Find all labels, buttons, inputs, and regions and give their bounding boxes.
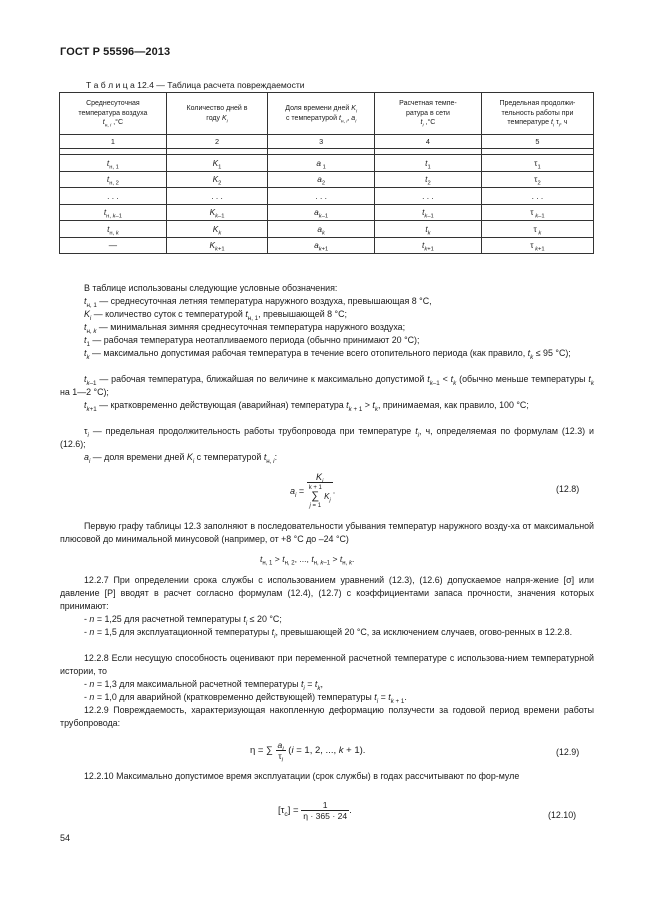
table-cell: $a_k$ bbox=[268, 221, 375, 238]
formula-number: (12.10) bbox=[548, 810, 577, 820]
paragraph-12-2-8: 12.2.8 Если несущую способность оценивают при переменной расчетной температуре с использова-нием температурной истории, то bbox=[60, 653, 594, 677]
paragraph-12-2-7: 12.2.7 При определении срока службы с использованием уравнений (12.3), (12.6) допускаемое напря-жение [σ] или давление [P] вводят в расчет согласно формулам (12.4), (12.7) с коэффициентами запаса прочности, значения которых принимают: bbox=[60, 575, 594, 612]
column-header: Расчетная темпе- ратура в сети $t_i$ ,°C bbox=[375, 93, 482, 135]
column-number-row bbox=[60, 135, 594, 149]
table-cell: . . . bbox=[375, 188, 482, 205]
legend-item: $t_{k-1}$ — рабочая температура, ближайшая по величине к максимально допустимой $t_{k-1} < t_k$ (обычно меньше температуры $t_k$ на 1—2 °С); bbox=[60, 374, 594, 398]
column-header: Количество дней в году $K_i$ bbox=[166, 93, 267, 135]
formula-12-10: $[\tau_с]$ = $\frac{1}{\eta \cdot 365 \cdot 24}$ . bbox=[278, 800, 352, 821]
list-item: - n = 1,25 для расчетной температуры $t_i \le 20$ °С; bbox=[84, 614, 282, 627]
table-cell: . . . bbox=[166, 188, 267, 205]
table-cell: $a_2$ bbox=[268, 171, 375, 188]
table-cell: $a_{k-1}$ bbox=[268, 204, 375, 221]
column-number: 3 bbox=[268, 135, 375, 149]
table-row bbox=[60, 221, 594, 238]
table-cell: . . . bbox=[268, 188, 375, 205]
formula-12-8: $a_i$ = $K_i$ k + 1 ∑ j = 1 $K_j$ . bbox=[290, 472, 336, 509]
legend-item: $t_1$ — рабочая температура неотапливаемого периода (обычно принимают 20 °С); bbox=[84, 335, 420, 348]
table-cell: $t_{н, k-1}$ bbox=[60, 204, 167, 221]
table-cell: $t_1$ bbox=[375, 155, 482, 172]
table-caption: Т а б л и ц а 12.4 — Таблица расчета повреждаемости bbox=[86, 80, 305, 90]
legend-item: $t_{н, k}$ — минимальная зимняя среднесуточная температура наружного воздуха; bbox=[84, 322, 406, 335]
table-cell: . . . bbox=[481, 188, 593, 205]
table-cell: — bbox=[60, 237, 167, 254]
table-cell: a $_1$ bbox=[268, 155, 375, 172]
list-item: - n = 1,0 для аварийной (кратковременно действующей) температуры $t_i = t_{k + 1}$. bbox=[84, 692, 407, 705]
table-cell: $\tau_1$ bbox=[481, 155, 593, 172]
paragraph: Первую графу таблицы 12.3 заполняют в последовательности убывания температур наружного возду-ха от максимальной плюсовой до минимальной минусовой (например, от +8 °С до –24 °С) bbox=[60, 521, 594, 545]
column-number: 2 bbox=[166, 135, 267, 149]
table-cell: $t_{н, 2}$ bbox=[60, 171, 167, 188]
table-cell: $K_{k+1}$ bbox=[166, 237, 267, 254]
legend-item: $a_i$ — доля времени дней $K_i$ с температурой $t_{н, i}$: bbox=[84, 452, 278, 465]
table-cell: $t_{н, k}$ bbox=[60, 221, 167, 238]
table-cell: τ $_{k+1}$ bbox=[481, 237, 593, 254]
table-row bbox=[60, 188, 594, 205]
paragraph-12-2-10: 12.2.10 Максимально допустимое время эксплуатации (срок службы) в годах рассчитывают по фор-муле bbox=[84, 771, 520, 781]
legend-item: $t_{н, 1}$ — среднесуточная летняя температура наружного воздуха, превышающая 8 °С, bbox=[84, 296, 432, 309]
paragraph-12-2-9: 12.2.9 Повреждаемость, характеризующая накопленную деформацию ползучести за годовой период времени работы трубопровода: bbox=[60, 705, 594, 729]
standard-header: ГОСТ Р 55596—2013 bbox=[60, 46, 171, 58]
column-number: 1 bbox=[60, 135, 167, 149]
legend-item: $K_i$ — количество суток с температурой $t_{н, 1}$, превышающей 8 °С; bbox=[84, 309, 347, 322]
table-cell: $t_{k+1}$ bbox=[375, 237, 482, 254]
column-header: Среднесуточная температура воздуха $t_{н, i}$ ,°C bbox=[60, 93, 167, 135]
table-header-row bbox=[60, 93, 594, 135]
list-item: - n = 1,3 для максимальной расчетной температуры $t_i = t_k$, bbox=[84, 679, 323, 692]
legend-item: $t_k$ — максимально допустимая рабочая температура в течение всего отопительного периода (как правило, $t_k \le 95$ °С); bbox=[84, 348, 571, 361]
table-cell: $t_k$ bbox=[375, 221, 482, 238]
table-cell: τ $_{k-1}$ bbox=[481, 204, 593, 221]
page-number: 54 bbox=[60, 833, 71, 843]
table-cell: $t_2$ bbox=[375, 171, 482, 188]
legend-item: $\tau_i$ — предельная продолжительность работы трубопровода при температуре $t_i$, ч, определяемая по формулам (12.3) и (12.6); bbox=[60, 426, 594, 450]
table-cell: $K_k$ bbox=[166, 221, 267, 238]
table-row bbox=[60, 171, 594, 188]
column-number: 4 bbox=[375, 135, 482, 149]
table-cell: $K_2$ bbox=[166, 171, 267, 188]
list-item: - n = 1,5 для эксплуатационной температуры $t_i$, превышающей 20 °С, за исключением случаев, огово-ренных в 12.2.8. bbox=[84, 627, 573, 640]
table-cell: $a_{k+1}$ bbox=[268, 237, 375, 254]
legend-item: $t_{k+1}$ — кратковременно действующая (аварийная) температура $t_{k + 1} > t_k$, принимаемая, как правило, 100 °С; bbox=[84, 400, 529, 413]
temperature-sequence: $t_{н, 1} > t_{н, 2}$, ..., $t_{н, k-1} > t_{н, k}$. bbox=[260, 554, 355, 567]
formula-12-9: η = ∑ $\frac{a_i}{\tau_i}$ (i = 1, 2, ..., k + 1). bbox=[250, 740, 366, 764]
table-cell: $K_{k-1}$ bbox=[166, 204, 267, 221]
table-row bbox=[60, 237, 594, 254]
damage-calc-table bbox=[59, 92, 594, 254]
formula-number: (12.9) bbox=[556, 747, 580, 757]
legend-intro: В таблице использованы следующие условные обозначения: bbox=[84, 283, 338, 293]
table-row bbox=[60, 204, 594, 221]
table-cell: $\tau_2$ bbox=[481, 171, 593, 188]
column-header: Доля времени дней $K_i$ с температурой $t_{н, i}$, $a_i$ bbox=[268, 93, 375, 135]
formula-number: (12.8) bbox=[556, 484, 580, 494]
table-cell: $t_{н, 1}$ bbox=[60, 155, 167, 172]
table-cell: $K_1$ bbox=[166, 155, 267, 172]
table-cell: $t_{k-1}$ bbox=[375, 204, 482, 221]
column-number: 5 bbox=[481, 135, 593, 149]
table-row bbox=[60, 155, 594, 172]
table-cell: . . . bbox=[60, 188, 167, 205]
table-cell: τ $_k$ bbox=[481, 221, 593, 238]
column-header: Предельная продолжи- тельность работы при температуре $t_i$ $\tau_i$, ч bbox=[481, 93, 593, 135]
